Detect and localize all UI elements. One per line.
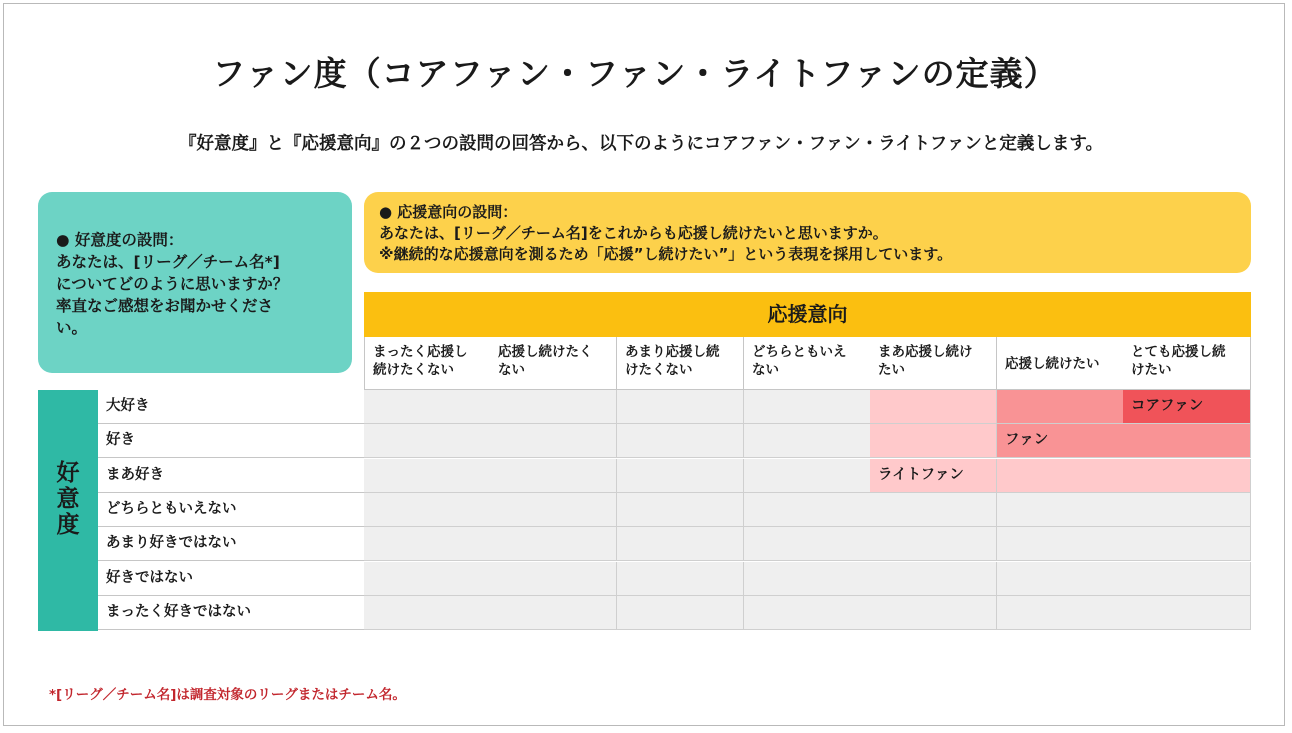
matrix-cell (364, 562, 491, 596)
row-label: 大好き (98, 390, 365, 424)
matrix-cell (1123, 459, 1251, 493)
matrix-cell (744, 596, 871, 630)
matrix-cell: ファン (997, 424, 1124, 458)
matrix-cell (364, 424, 491, 458)
matrix-cell (617, 596, 744, 630)
matrix-cell (997, 390, 1124, 424)
matrix-cell (744, 562, 871, 596)
matrix-cell (617, 527, 744, 561)
column-header-line: ない (498, 362, 525, 378)
like-level-char: 好 (56, 460, 80, 486)
footnote: *[リーグ／チーム名]は調査対象のリーグまたはチーム名。 (49, 687, 406, 703)
matrix-cell (490, 493, 617, 527)
matrix-cell (744, 493, 871, 527)
matrix-cell (1123, 493, 1251, 527)
like-level-char: 意 (56, 486, 80, 512)
column-header-line: 応援し続けたい (1005, 356, 1100, 372)
matrix-cell (617, 390, 744, 424)
column-header (617, 337, 744, 390)
like-question-heading: ● 好意度の設問： (56, 231, 184, 249)
column-header (997, 337, 1124, 390)
matrix-cell (870, 390, 997, 424)
matrix-cell (364, 527, 491, 561)
matrix-cell (364, 596, 491, 630)
matrix-cell (364, 390, 491, 424)
column-header (1123, 337, 1251, 390)
matrix-cell (870, 527, 997, 561)
column-header-line: とても応援し続 (1131, 344, 1226, 360)
matrix-cell: コアファン (1123, 390, 1251, 424)
support-question-heading: ● 応援意向の設問： (379, 203, 518, 221)
matrix-cell (490, 390, 617, 424)
matrix-cell (490, 527, 617, 561)
column-header-line: まったく応援し (373, 344, 468, 360)
support-question-note: ※継続的な応援意向を測るため「応援”し続けたい”」という表現を採用しています。 (379, 245, 953, 263)
column-header-line: あまり応援し続 (625, 344, 720, 360)
matrix-cell (870, 562, 997, 596)
support-question-line: あなたは、[リーグ／チーム名]をこれからも応援し続けたいと思いますか。 (379, 224, 888, 242)
like-level-side-label (38, 390, 98, 631)
like-question-line: についてどのように思いますか？ (56, 275, 289, 293)
row-label: 好きではない (98, 562, 365, 596)
column-header (364, 337, 491, 390)
matrix-cell (997, 493, 1124, 527)
matrix-cell (617, 459, 744, 493)
row-label: まったく好きではない (98, 596, 365, 630)
column-header (744, 337, 871, 390)
column-header (490, 337, 617, 390)
matrix-cell (490, 424, 617, 458)
matrix-cell (744, 459, 871, 493)
matrix-cell (1123, 562, 1251, 596)
column-header-line: けたい (1131, 362, 1172, 378)
column-header-line: けたくない (625, 362, 693, 378)
matrix-cell (744, 424, 871, 458)
matrix-cell (490, 562, 617, 596)
matrix-cell (490, 596, 617, 630)
matrix-cell (617, 493, 744, 527)
row-label: まあ好き (98, 459, 365, 493)
column-header-line: どちらともいえ (752, 344, 847, 360)
page-subtitle: 『好意度』と『応援意向』の２つの設問の回答から、以下のようにコアファン・ファン・ライトファンと定義します。 (179, 134, 1103, 154)
column-header-line: まあ応援し続け (878, 344, 973, 360)
row-label: あまり好きではない (98, 527, 365, 561)
matrix-cell: ライトファン (870, 459, 997, 493)
matrix-cell (490, 459, 617, 493)
column-header-line: 応援し続けたく (498, 344, 593, 360)
matrix-cell (997, 527, 1124, 561)
column-header-line: 続けたくない (373, 362, 454, 378)
like-question-line: あなたは、[リーグ／チーム名*] (56, 253, 280, 271)
support-intent-header: 応援意向 (364, 292, 1251, 337)
matrix-cell (364, 493, 491, 527)
matrix-cell (997, 562, 1124, 596)
like-question-line: 率直なご感想をお聞かせくださ (56, 297, 274, 315)
matrix-cell (617, 562, 744, 596)
support-question-box (364, 192, 1251, 273)
column-header-line: たい (878, 362, 905, 378)
matrix-cell (870, 424, 997, 458)
like-question-box (38, 192, 352, 373)
matrix-cell (870, 596, 997, 630)
matrix-cell (1123, 596, 1251, 630)
matrix-cell (1123, 527, 1251, 561)
column-header (870, 337, 997, 390)
matrix-cell (617, 424, 744, 458)
row-label: 好き (98, 424, 365, 458)
matrix-cell (1123, 424, 1251, 458)
matrix-cell (997, 459, 1124, 493)
page-title: ファン度（コアファン・ファン・ライトファンの定義） (212, 54, 1058, 93)
like-level-char: 度 (56, 512, 80, 538)
matrix-cell (870, 493, 997, 527)
matrix-cell (744, 527, 871, 561)
matrix-cell (744, 390, 871, 424)
like-level-text (38, 460, 98, 538)
matrix-cell (364, 459, 491, 493)
row-label: どちらともいえない (98, 493, 365, 527)
matrix-cell (997, 596, 1124, 630)
like-question-line: い。 (56, 319, 88, 337)
column-header-line: ない (752, 362, 779, 378)
